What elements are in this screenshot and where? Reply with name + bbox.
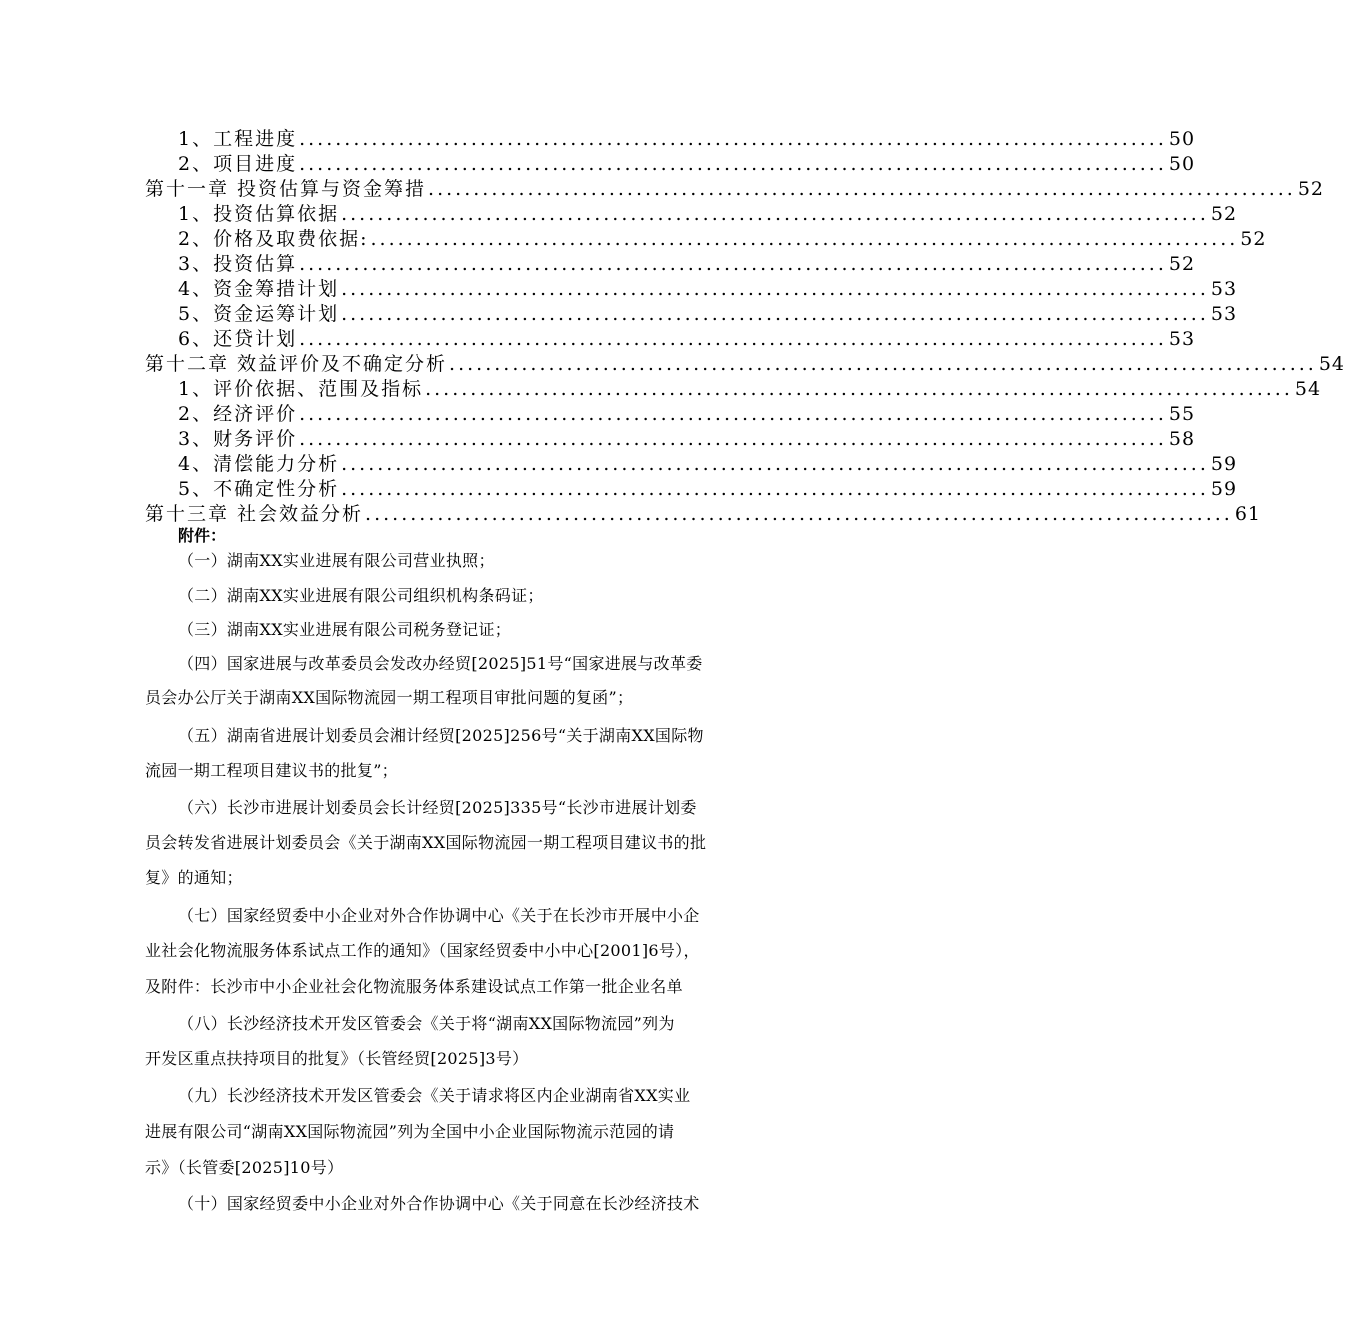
attachment-line: （十）国家经贸委中小企业对外合作协调中心《关于同意在长沙经济技术: [178, 1194, 700, 1213]
toc-entry-title: 4、清偿能力分析: [178, 453, 340, 475]
toc-entry[interactable]: [178, 325, 1196, 351]
toc-entry[interactable]: [178, 150, 1196, 176]
attachment-line: （一）湖南XX实业进展有限公司营业执照；: [178, 551, 495, 570]
toc-chapter-entry[interactable]: [145, 500, 1262, 526]
toc-entry-title: 1、工程进度: [178, 128, 298, 150]
attachment-line: 流园一期工程项目建议书的批复”；: [145, 761, 398, 780]
toc-leader-dots: ................................................................................................: [428, 178, 1296, 200]
toc-entry[interactable]: [178, 300, 1238, 326]
toc-entry-title: 1、评价依据、范围及指标: [178, 378, 424, 400]
toc-entry[interactable]: [178, 425, 1196, 451]
attachment-line: （七）国家经贸委中小企业对外合作协调中心《关于在长沙市开展中小企: [178, 906, 700, 925]
toc-entry-page: 52: [1240, 228, 1267, 250]
toc-entry-page: 59: [1210, 478, 1238, 500]
toc-leader-dots: ................................................................................................: [299, 253, 1167, 275]
toc-entry-title: 3、财务评价: [178, 428, 298, 450]
toc-entry[interactable]: [178, 375, 1322, 401]
toc-entry-page: 54: [1294, 378, 1322, 400]
toc-entry[interactable]: [178, 250, 1196, 276]
toc-leader-dots: ................................................................................................: [341, 453, 1209, 475]
toc-entry-title: 1、投资估算依据: [178, 203, 340, 225]
attachment-line: （三）湖南XX实业进展有限公司税务登记证；: [178, 620, 512, 639]
toc-entry-title: 6、还贷计划: [178, 328, 298, 350]
toc-entry-title: 3、投资估算: [178, 253, 298, 275]
toc-entry-title: 2、价格及取费依据:: [178, 228, 369, 250]
toc-leader-dots: ................................................................................................: [299, 128, 1167, 150]
toc-entry-title: 5、资金运筹计划: [178, 303, 340, 325]
attachments-heading: 附件：: [178, 526, 227, 545]
toc-leader-dots: ................................................................................................: [299, 153, 1167, 175]
toc-entry-page: 52: [1168, 253, 1196, 275]
toc-entry-title: 2、项目进度: [178, 153, 298, 175]
attachment-line: 业社会化物流服务体系试点工作的通知》（国家经贸委中小中心[2001]6号），: [145, 941, 700, 960]
toc-leader-dots: ................................................................................................: [425, 378, 1293, 400]
toc-entry[interactable]: [178, 125, 1196, 151]
toc-entry-title: 第十一章 投资估算与资金筹措: [145, 178, 427, 200]
toc-leader-dots: ................................................................................................: [299, 428, 1167, 450]
toc-entry-page: 52: [1210, 203, 1238, 225]
attachment-line: （二）湖南XX实业进展有限公司组织机构条码证；: [178, 586, 544, 605]
toc-entry-page: 58: [1168, 428, 1196, 450]
toc-entry[interactable]: [178, 225, 1267, 251]
attachment-line: （五）湖南省进展计划委员会湘计经贸[2025]256号“关于湖南XX国际物: [178, 726, 704, 745]
toc-leader-dots: ................................................................................................: [299, 328, 1167, 350]
toc-entry-title: 4、资金筹措计划: [178, 278, 340, 300]
toc-entry[interactable]: [178, 475, 1238, 501]
toc-entry[interactable]: [178, 275, 1238, 301]
attachment-line: （九）长沙经济技术开发区管委会《关于请求将区内企业湖南省XX实业: [178, 1086, 691, 1105]
toc-leader-dots: ................................................................................................: [341, 203, 1209, 225]
attachment-line: 员会转发省进展计划委员会《关于湖南XX国际物流园一期工程项目建议书的批: [145, 833, 707, 852]
toc-entry-page: 50: [1168, 128, 1196, 150]
toc-entry-page: 59: [1210, 453, 1238, 475]
toc-leader-dots: ................................................................................................: [365, 503, 1233, 525]
toc-entry-page: 53: [1210, 303, 1238, 325]
toc-entry-page: 53: [1168, 328, 1196, 350]
toc-leader-dots: ................................................................................................: [341, 303, 1209, 325]
toc-chapter-entry[interactable]: [145, 175, 1325, 201]
attachment-line: 示》（长管委[2025]10号）: [145, 1158, 344, 1177]
toc-leader-dots: ................................................................................................: [449, 353, 1317, 375]
toc-leader-dots: ................................................................................................: [341, 478, 1209, 500]
attachment-line: 进展有限公司“湖南XX国际物流园”列为全国中小企业国际物流示范园的请: [145, 1122, 675, 1141]
toc-entry-page: 54: [1318, 353, 1345, 375]
attachment-line: （四）国家进展与改革委员会发改办经贸[2025]51号“国家进展与改革委: [178, 654, 703, 673]
toc-entry-title: 5、不确定性分析: [178, 478, 340, 500]
toc-entry[interactable]: [178, 450, 1238, 476]
toc-leader-dots: ................................................................................................: [341, 278, 1209, 300]
toc-entry-page: 55: [1168, 403, 1196, 425]
attachment-line: 复》的通知；: [145, 868, 243, 887]
toc-entry-title: 2、经济评价: [178, 403, 298, 425]
toc-leader-dots: ................................................................................................: [370, 228, 1239, 250]
toc-leader-dots: ................................................................................................: [299, 403, 1167, 425]
attachment-line: 员会办公厅关于湖南XX国际物流园一期工程项目审批问题的复函”；: [145, 688, 634, 707]
attachment-line: （六）长沙市进展计划委员会长计经贸[2025]335号“长沙市进展计划委: [178, 798, 697, 817]
attachment-line: 及附件：长沙市中小企业社会化物流服务体系建设试点工作第一批企业名单: [145, 977, 683, 996]
toc-entry[interactable]: [178, 400, 1196, 426]
toc-entry-page: 61: [1234, 503, 1262, 525]
attachment-line: 开发区重点扶持项目的批复》（长管经贸[2025]3号）: [145, 1049, 529, 1068]
toc-entry-page: 53: [1210, 278, 1238, 300]
toc-entry-title: 第十二章 效益评价及不确定分析: [145, 353, 448, 375]
toc-entry-page: 50: [1168, 153, 1196, 175]
toc-entry[interactable]: [178, 200, 1238, 226]
toc-entry-page: 52: [1297, 178, 1325, 200]
toc-chapter-entry[interactable]: [145, 350, 1345, 376]
attachment-line: （八）长沙经济技术开发区管委会《关于将“湖南XX国际物流园”列为: [178, 1014, 675, 1033]
toc-entry-title: 第十三章 社会效益分析: [145, 503, 364, 525]
